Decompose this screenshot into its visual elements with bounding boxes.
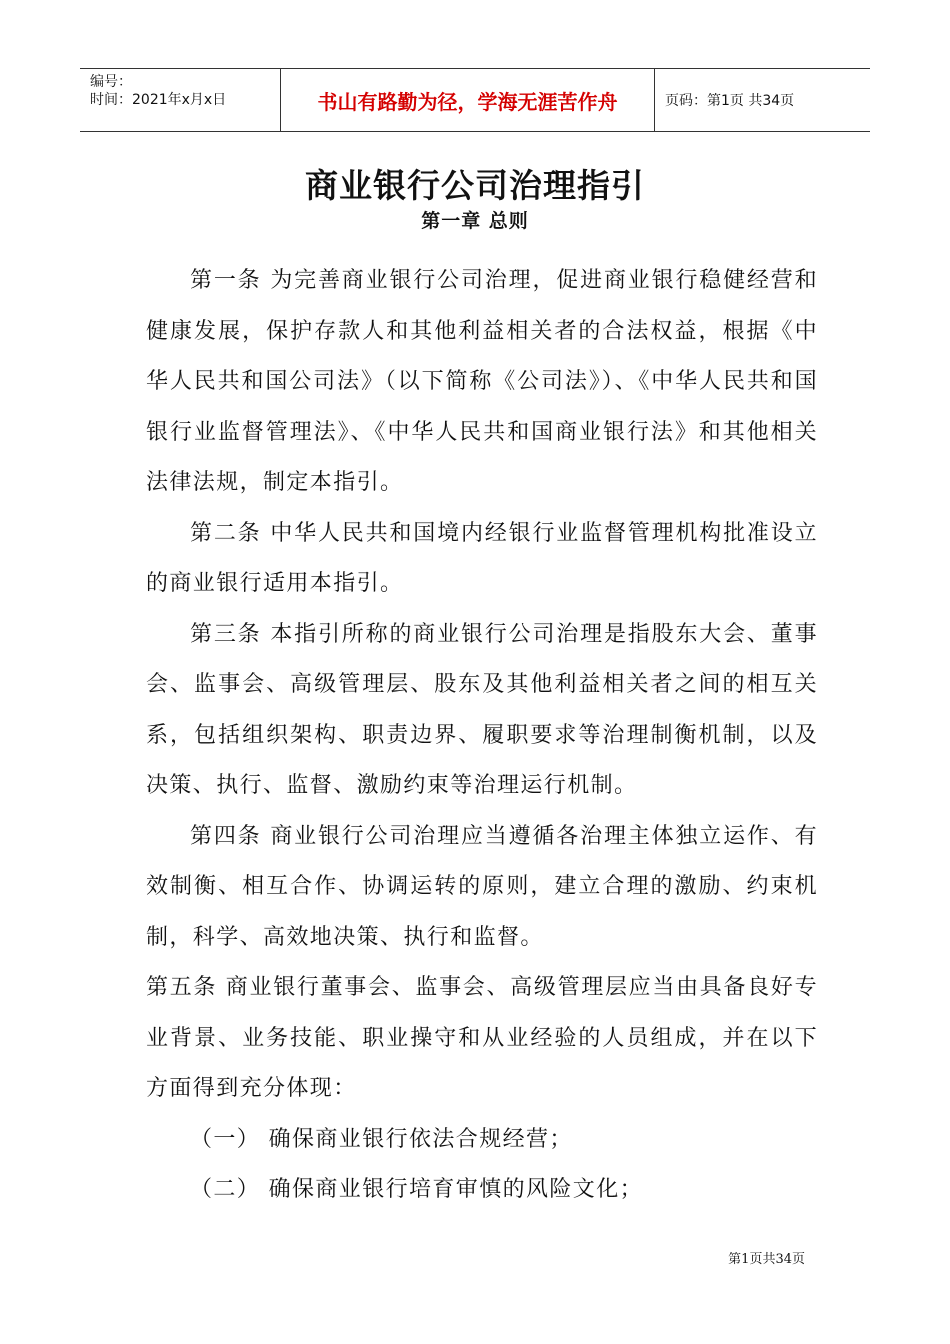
- article-4: 第四条 商业银行公司治理应当遵循各治理主体独立运作、有效制衡、相互合作、协调运转的原则，建立合理的激励、约束机制，科学、高效地决策、执行和监督。: [146, 823, 818, 950]
- list-item-1: （一） 确保商业银行依法合规经营；: [190, 1126, 573, 1152]
- article-5: 第五条 商业银行董事会、监事会、高级管理层应当由具备良好专业背景、业务技能、职业操守和从业经验的人员组成，并在以下方面得到充分体现：: [146, 975, 818, 1101]
- page-footer: 第1页共34页: [728, 1252, 805, 1267]
- page-count-cell: [655, 69, 870, 131]
- document-title: 商业银行公司治理指引: [305, 166, 645, 205]
- document-body: [146, 256, 818, 1216]
- date-label: 时间：2021年x月x日: [90, 92, 227, 108]
- article-3: 第三条 本指引所称的商业银行公司治理是指股东大会、董事会、监事会、高级管理层、股东及其他利益相关者之间的相互关系，包括组织架构、职责边界、履职要求等治理制衡机制，以及决策、执行、监督、激励约束等治理运行机制。: [146, 621, 818, 798]
- motto-cell: [281, 69, 655, 131]
- list-item-2: （二） 确保商业银行培育审慎的风险文化；: [190, 1177, 643, 1202]
- article-2: 第二条 中华人民共和国境内经银行业监督管理机构批准设立的商业银行适用本指引。: [146, 520, 818, 596]
- motto-text: 书山有路勤为径，学海无涯苦作舟: [317, 89, 618, 114]
- page-count-label: 页码：第1页 共34页: [665, 93, 795, 109]
- article-1: 第一条 为完善商业银行公司治理，促进商业银行稳健经营和健康发展，保护存款人和其他利益相关者的合法权益，根据《中华人民共和国公司法》（以下简称《公司法》）、《中华人民共和国银行业监督管理法》、《中华人民共和国商业银行法》和其他相关法律法规，制定本指引。: [146, 268, 818, 495]
- chapter-heading: 第一章 总则: [421, 210, 529, 232]
- number-label: 编号：: [90, 74, 132, 90]
- header-meta-cell: [80, 69, 281, 131]
- header-table: [80, 68, 870, 132]
